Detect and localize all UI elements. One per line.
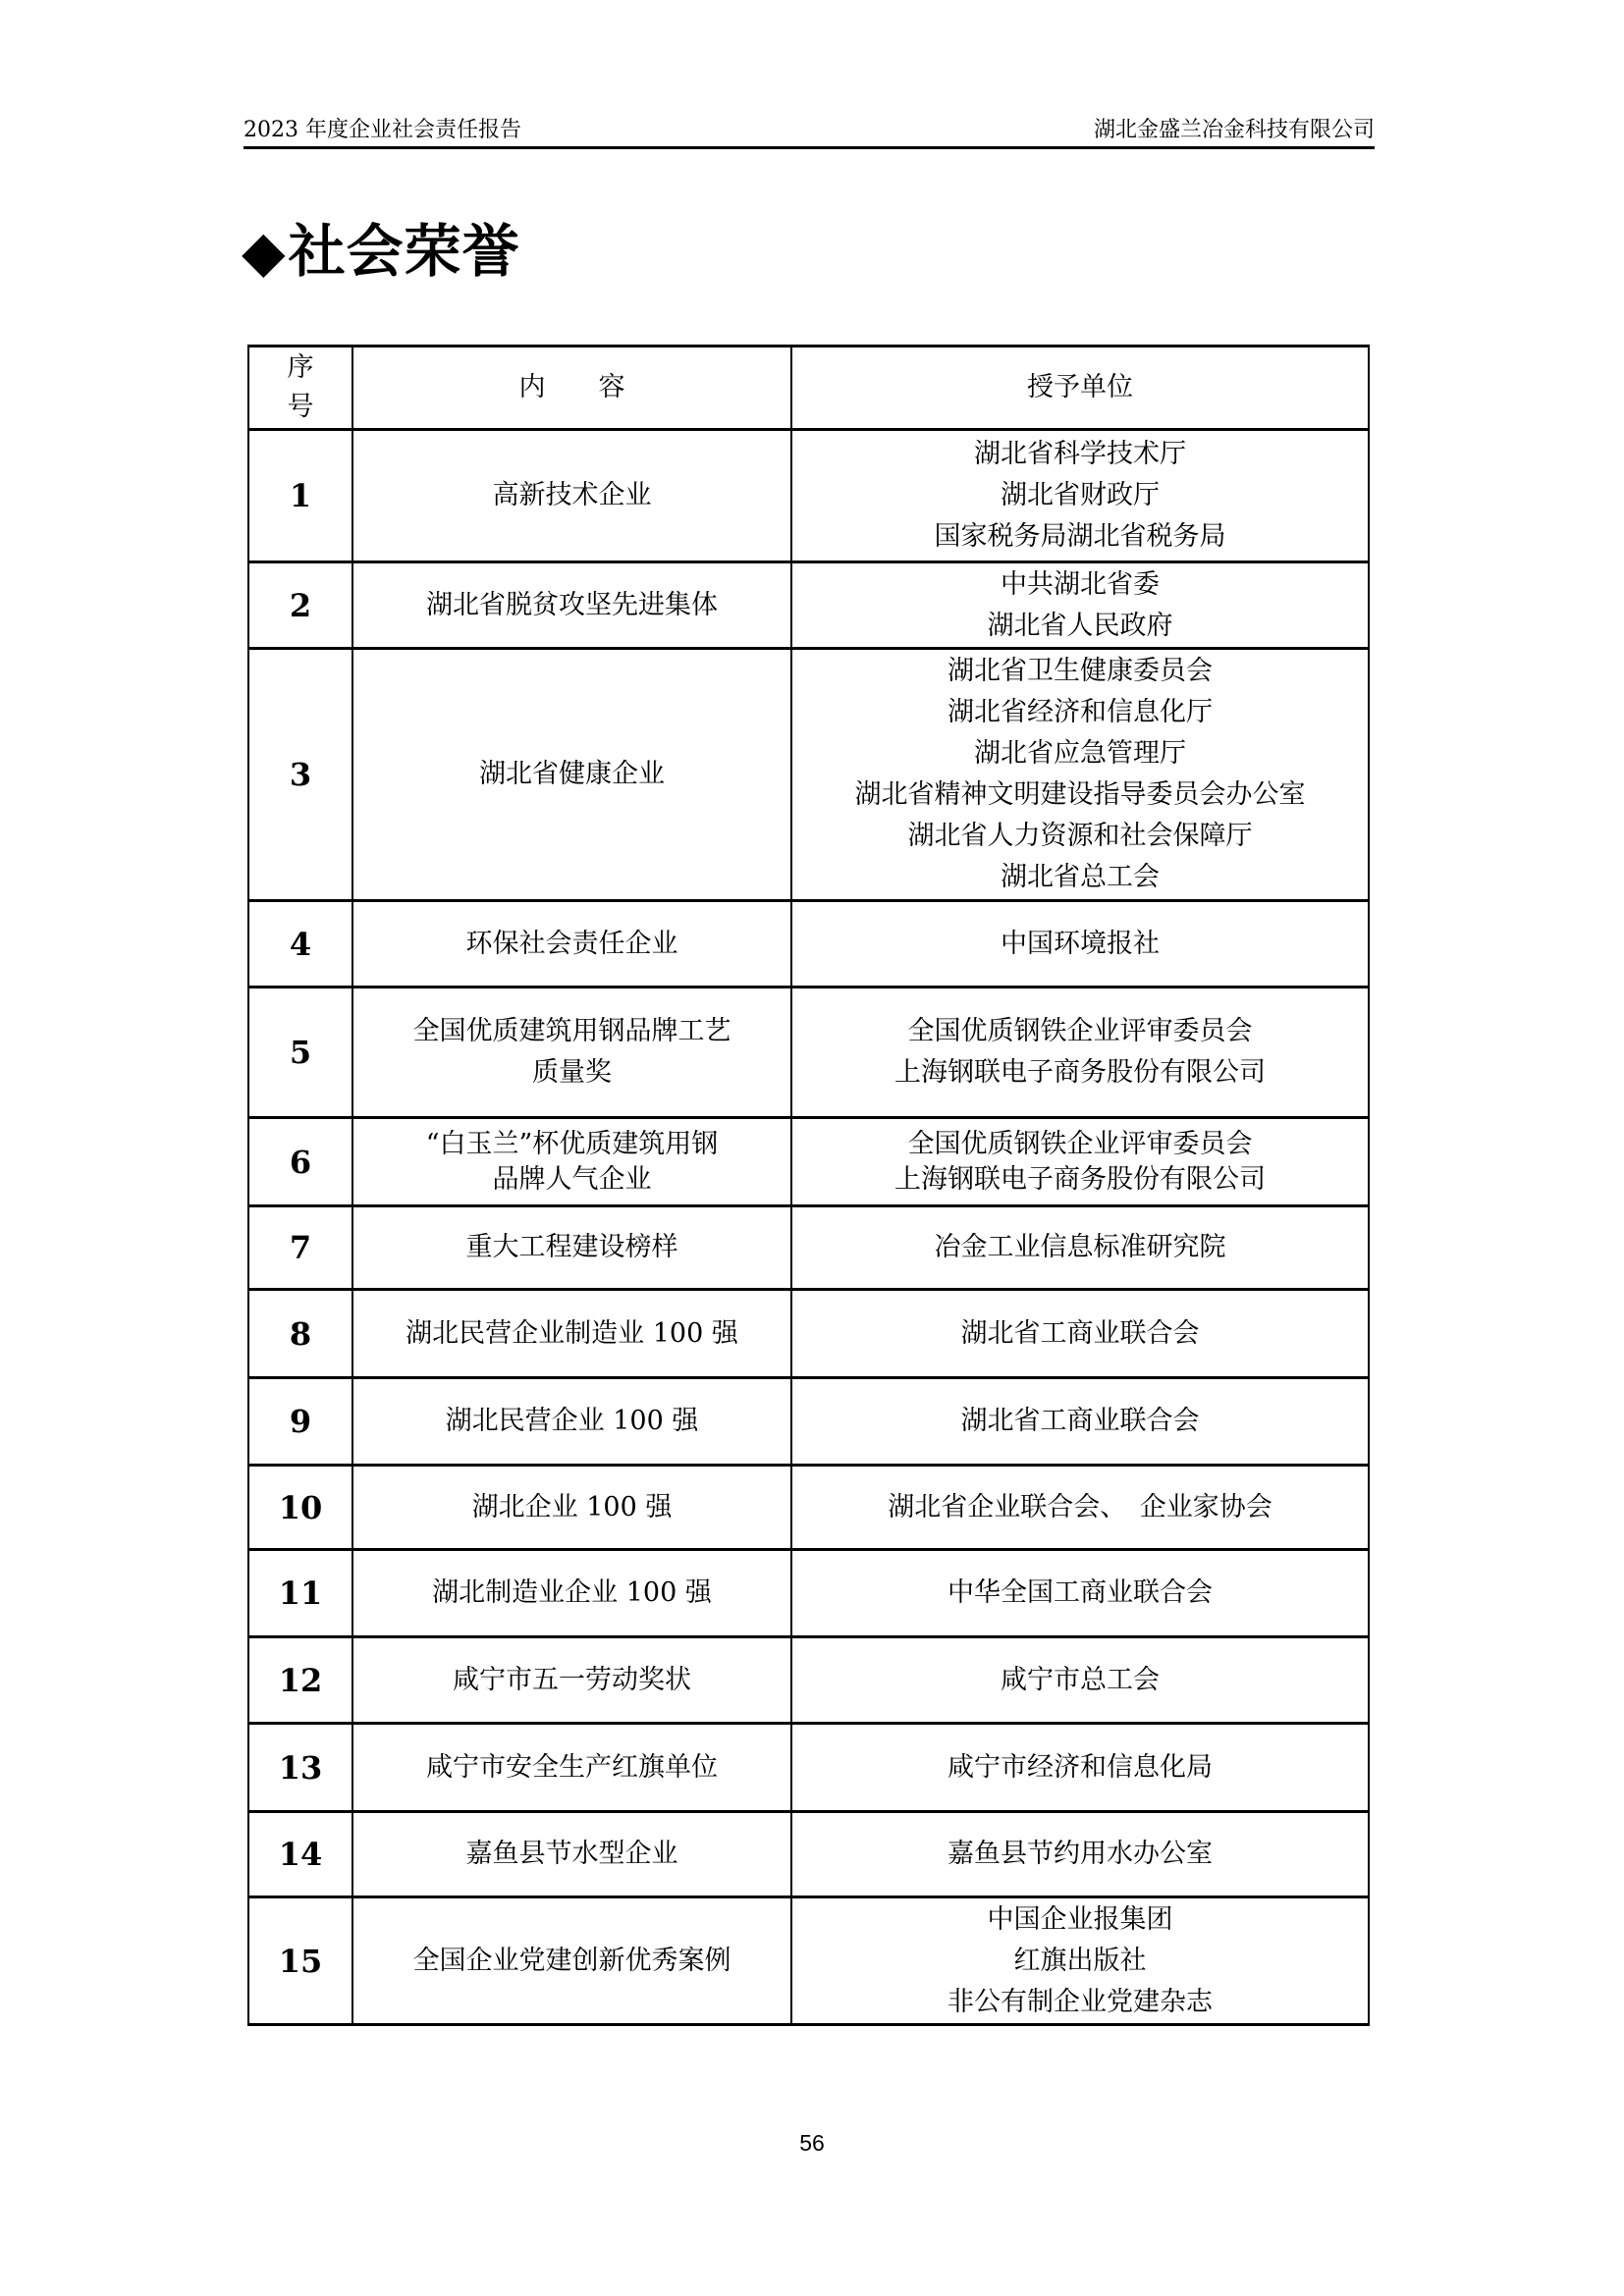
document-footer	[0, 2130, 1624, 2157]
table-row	[248, 1118, 1369, 1206]
row-number-cell	[248, 1290, 352, 1378]
cell-line: 1	[289, 477, 312, 514]
awarding-unit-cell	[791, 988, 1369, 1118]
table-row	[248, 562, 1369, 649]
cell-line: 湖北企业 100 强	[471, 1491, 673, 1522]
cell-line: 湖北省人民政府	[987, 610, 1173, 641]
honor-content-cell	[352, 430, 791, 562]
honor-content-cell	[352, 988, 791, 1118]
cell-line: 嘉鱼县节水型企业	[465, 1839, 678, 1869]
awarding-unit-cell	[791, 1290, 1369, 1378]
honors-table	[247, 345, 1370, 2026]
honor-content-cell	[352, 1290, 791, 1378]
honor-content-cell	[352, 1897, 791, 2025]
row-number-cell	[248, 562, 352, 649]
cell-line: 湖北省健康企业	[479, 759, 665, 789]
awarding-unit-cell	[791, 901, 1369, 988]
cell-line: 中华全国工商业联合会	[947, 1577, 1213, 1608]
awarding-unit-cell	[791, 1637, 1369, 1724]
cell-line: 13	[278, 1748, 323, 1787]
awarding-unit-cell	[791, 1466, 1369, 1550]
cell-line: 湖北省财政厅	[1001, 480, 1160, 510]
cell-line: 湖北省脱贫攻坚先进集体	[426, 589, 718, 620]
table-row	[248, 430, 1369, 562]
honor-content-cell	[352, 901, 791, 988]
cell-line: 8	[289, 1314, 312, 1353]
cell-line: 湖北省人力资源和社会保障厅	[907, 821, 1253, 851]
header-report-title: 2023 年度企业社会责任报告	[244, 118, 521, 142]
table-row	[248, 1466, 1369, 1550]
cell-line: 全国企业党建创新优秀案例	[412, 1945, 731, 1976]
row-number-cell	[248, 1550, 352, 1637]
honor-content-cell	[352, 1378, 791, 1466]
cell-line: 环保社会责任企业	[465, 928, 678, 959]
section-title	[242, 218, 520, 287]
honors-table-body	[248, 430, 1369, 2025]
cell-line: 湖北省卫生健康委员会	[947, 656, 1213, 686]
cell-line: 11	[278, 1575, 323, 1612]
row-number-cell	[248, 901, 352, 988]
cell-line: 全国优质钢铁企业评审委员会	[907, 1128, 1253, 1159]
table-row	[248, 1812, 1369, 1897]
col-header-no-line1: 序	[287, 352, 314, 383]
cell-line: 冶金工业信息标准研究院	[934, 1232, 1226, 1262]
cell-line: 品牌人气企业	[492, 1163, 652, 1195]
cell-line: 湖北省应急管理厅	[974, 738, 1186, 769]
section-title-text: 社会荣誉	[288, 218, 520, 285]
cell-line: 湖北省科学技术厅	[974, 439, 1186, 469]
honor-content-cell	[352, 649, 791, 901]
honor-content-cell	[352, 562, 791, 649]
table-row	[248, 1724, 1369, 1812]
cell-line: 上海钢联电子商务股份有限公司	[894, 1057, 1266, 1088]
awarding-unit-cell	[791, 1897, 1369, 2025]
awarding-unit-cell	[791, 649, 1369, 901]
cell-line: 10	[278, 1488, 323, 1526]
table-row	[248, 1378, 1369, 1466]
cell-line: 湖北省工商业联合会	[960, 1406, 1200, 1436]
table-row	[248, 901, 1369, 988]
cell-line: 咸宁市经济和信息化局	[947, 1751, 1213, 1783]
row-number-cell	[248, 988, 352, 1118]
honor-content-cell	[352, 1118, 791, 1206]
awarding-unit-cell	[791, 562, 1369, 649]
page-number: 56	[799, 2130, 825, 2156]
row-number-cell	[248, 1206, 352, 1290]
document-header	[244, 118, 1375, 149]
cell-line: 3	[289, 756, 312, 793]
table-header-row	[248, 347, 1369, 430]
cell-line: 咸宁市安全生产红旗单位	[426, 1751, 718, 1783]
cell-line: 非公有制企业党建杂志	[947, 1986, 1213, 2017]
cell-line: 中共湖北省委	[1001, 568, 1160, 600]
cell-line: 国家税务局湖北省税务局	[934, 521, 1226, 552]
cell-line: 咸宁市总工会	[1001, 1664, 1160, 1695]
cell-line: 4	[289, 925, 312, 963]
honor-content-cell	[352, 1724, 791, 1812]
table-row	[248, 988, 1369, 1118]
table-row	[248, 1206, 1369, 1290]
cell-line: 重大工程建设榜样	[465, 1232, 678, 1262]
awarding-unit-cell	[791, 1724, 1369, 1812]
awarding-unit-cell	[791, 1378, 1369, 1466]
row-number-cell	[248, 1378, 352, 1466]
cell-line: 6	[289, 1143, 312, 1181]
table-row	[248, 1290, 1369, 1378]
cell-line: 14	[278, 1836, 323, 1873]
table-row	[248, 1637, 1369, 1724]
cell-line: 咸宁市五一劳动奖状	[453, 1664, 691, 1695]
cell-line: 15	[278, 1942, 323, 1980]
cell-line: 红旗出版社	[1013, 1945, 1147, 1976]
cell-line: 中国企业报集团	[987, 1903, 1173, 1935]
cell-line: 9	[289, 1403, 312, 1440]
cell-line: 5	[289, 1034, 312, 1071]
honor-content-cell	[352, 1206, 791, 1290]
col-header-content: 内 容	[352, 347, 791, 430]
row-number-cell	[248, 430, 352, 562]
diamond-bullet-icon: ◆	[242, 218, 287, 285]
row-number-cell	[248, 1118, 352, 1206]
cell-line: 湖北省企业联合会、 企业家协会	[888, 1491, 1272, 1522]
cell-line: 湖北省经济和信息化厅	[947, 697, 1213, 727]
cell-line: 湖北民营企业制造业 100 强	[406, 1317, 738, 1349]
cell-line: 7	[289, 1229, 312, 1266]
cell-line: 湖北省总工会	[1001, 862, 1160, 892]
honor-content-cell	[352, 1550, 791, 1637]
cell-line: 质量奖	[532, 1057, 612, 1088]
col-header-no-line2: 号	[287, 392, 314, 422]
cell-line: 中国环境报社	[1001, 928, 1160, 959]
col-header-no	[248, 347, 352, 430]
row-number-cell	[248, 1897, 352, 2025]
awarding-unit-cell	[791, 430, 1369, 562]
awarding-unit-cell	[791, 1550, 1369, 1637]
cell-line: 湖北省精神文明建设指导委员会办公室	[854, 779, 1306, 810]
cell-line: 嘉鱼县节约用水办公室	[947, 1839, 1213, 1869]
row-number-cell	[248, 1812, 352, 1897]
awarding-unit-cell	[791, 1118, 1369, 1206]
row-number-cell	[248, 1724, 352, 1812]
awarding-unit-cell	[791, 1206, 1369, 1290]
cell-line: 湖北民营企业 100 强	[445, 1406, 699, 1436]
cell-line: 高新技术企业	[492, 480, 652, 510]
cell-line: 湖北省工商业联合会	[960, 1317, 1200, 1349]
cell-line: 全国优质钢铁企业评审委员会	[907, 1016, 1253, 1046]
cell-line: 上海钢联电子商务股份有限公司	[894, 1163, 1266, 1195]
row-number-cell	[248, 649, 352, 901]
honor-content-cell	[352, 1812, 791, 1897]
cell-line: 湖北制造业企业 100 强	[432, 1577, 712, 1608]
honor-content-cell	[352, 1466, 791, 1550]
cell-line: “白玉兰”杯优质建筑用钢	[425, 1128, 719, 1159]
header-company-name: 湖北金盛兰冶金科技有限公司	[1093, 118, 1375, 142]
table-row	[248, 1550, 1369, 1637]
cell-line: 2	[289, 586, 312, 624]
cell-line: 全国优质建筑用钢品牌工艺	[412, 1016, 731, 1046]
col-header-unit: 授予单位	[791, 347, 1369, 430]
row-number-cell	[248, 1637, 352, 1724]
table-row	[248, 649, 1369, 901]
row-number-cell	[248, 1466, 352, 1550]
awarding-unit-cell	[791, 1812, 1369, 1897]
table-row	[248, 1897, 1369, 2025]
cell-line: 12	[278, 1661, 323, 1699]
honor-content-cell	[352, 1637, 791, 1724]
